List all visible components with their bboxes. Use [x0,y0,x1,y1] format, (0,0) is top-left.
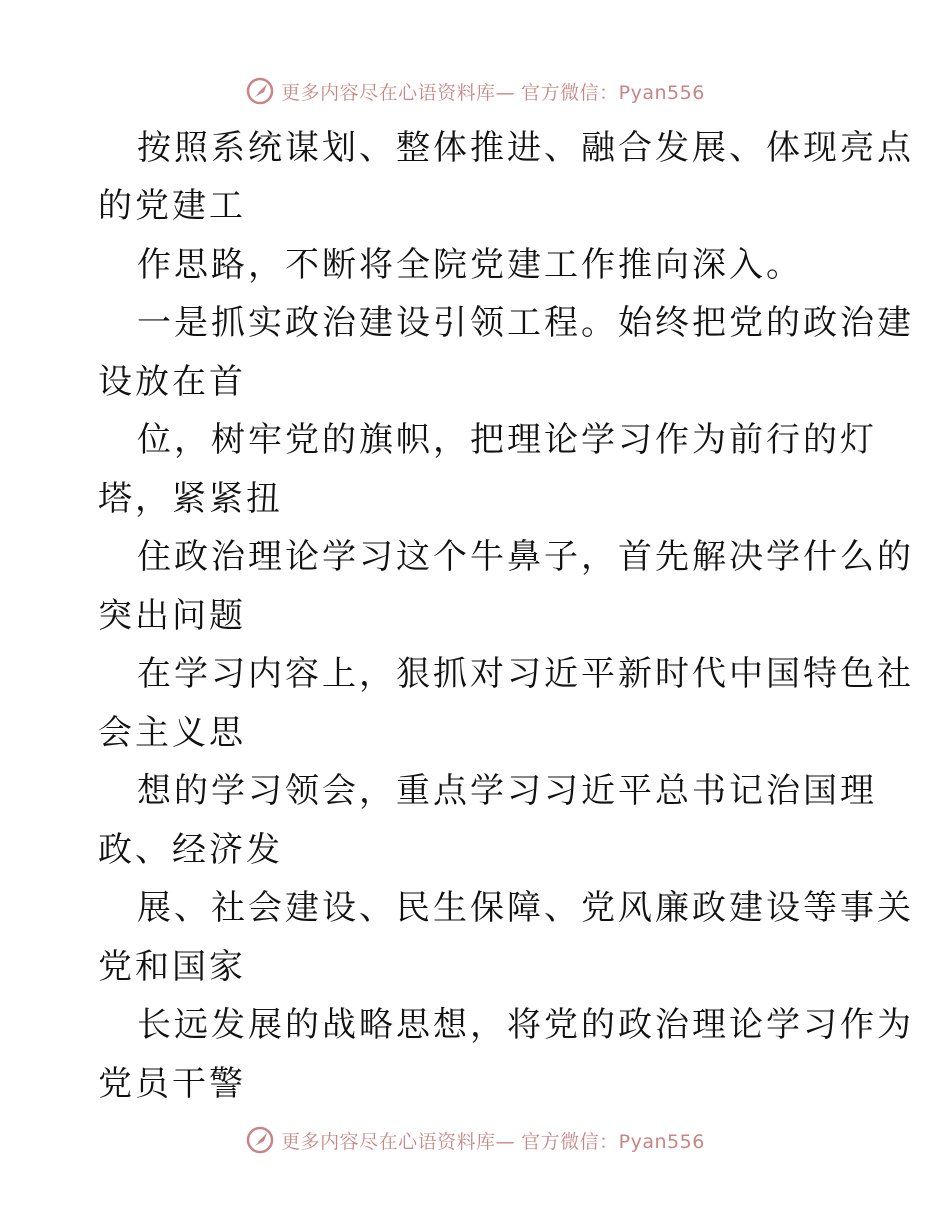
watermark-group [245,1125,705,1155]
text-line: 在学习内容上，狠抓对习近平新时代中国特色社 [137,654,914,694]
text-line: 住政治理论学习这个牛鼻子，首先解决学什么的 [137,537,914,577]
text-line: 政、经济发 [98,830,283,870]
watermark-text: 更多内容尽在心语资料库— [281,81,516,104]
text-line: 作思路，不断将全院党建工作推向深入。 [137,245,803,285]
text-line: 的党建工 [98,186,246,226]
text-line: 想的学习领会，重点学习习近平总书记治国理 [137,771,877,811]
text-line: 长远发展的战略思想，将党的政治理论学习作为 [137,1005,914,1045]
watermark-wechat: 官方微信：Pyan556 [521,81,705,104]
text-line: 设放在首 [98,362,246,402]
text-line: 塔，紧紧扭 [98,479,283,519]
watermark-text: 更多内容尽在心语资料库— [281,1130,516,1153]
quill-logo-icon [245,76,275,106]
text-line: 一是抓实政治建设引领工程。始终把党的政治建 [137,303,914,343]
footer-watermark [0,1120,950,1160]
watermark-group [245,76,705,106]
header-watermark [0,71,950,111]
text-line: 位，树牢党的旗帜，把理论学习作为前行的灯 [137,420,877,460]
watermark-wechat: 官方微信：Pyan556 [521,1130,705,1153]
text-line: 党和国家 [98,947,246,987]
text-line: 展、社会建设、民生保障、党风廉政建设等事关 [137,888,914,928]
quill-logo-icon [245,1125,275,1155]
text-line: 党员干警 [98,1064,246,1104]
text-line: 突出问题 [98,596,246,636]
text-line: 会主义思 [98,713,246,753]
text-line: 按照系统谋划、整体推进、融合发展、体现亮点 [137,128,914,168]
